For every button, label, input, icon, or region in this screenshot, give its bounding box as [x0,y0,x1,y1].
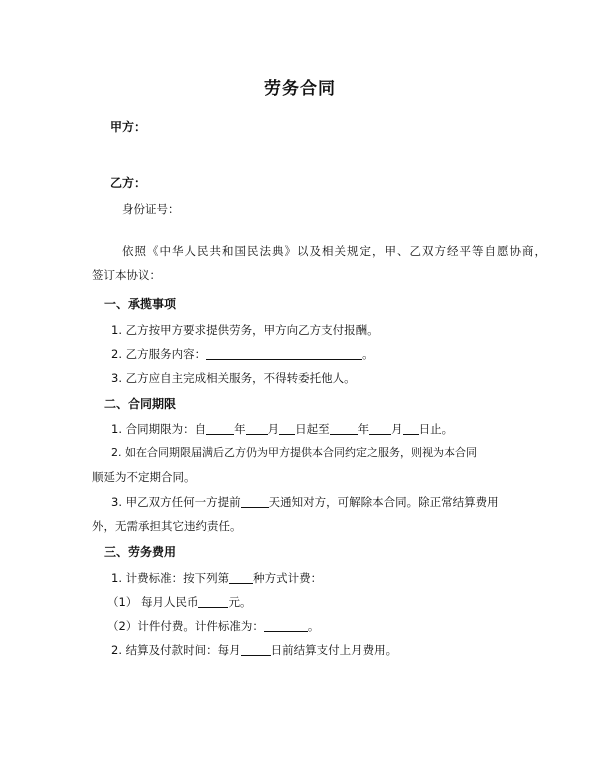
party-b-label: 乙方： [110,176,147,190]
piece-rate-blank [264,619,308,632]
section-2-item-3-line-2: 外，无需承担其它违约责任。 [92,519,242,533]
section-2-item-2-line-2: 顺延为不定期合同。 [92,470,196,484]
party-a-label: 甲方： [110,120,147,134]
section-3-option-1: （1） 每月人民币 元。 [107,595,252,609]
preamble-line-1: 依照《中华人民共和国民法典》以及相关规定，甲、乙双方经平等自愿协商， [122,244,547,258]
contract-title: 劳务合同 [264,79,336,99]
start-year-blank [206,422,234,435]
section-1-item-3: 3. 乙方应自主完成相关服务，不得转委托他人。 [111,371,356,385]
section-2-item-3: 3. 甲乙双方任何一方提前 天通知对方，可解除本合同。除正常结算费用 [111,495,499,509]
payment-day-blank [241,643,271,656]
section-1-heading: 一、承揽事项 [104,297,177,311]
section-3-item-2: 2. 结算及付款时间：每月 日前结算支付上月费用。 [111,643,398,657]
section-3-option-2: （2）计件付费。计件标准为： 。 [107,619,320,633]
section-2-heading: 二、合同期限 [104,397,177,411]
billing-option-blank [229,571,253,584]
section-1-item-1: 1. 乙方按甲方要求提供劳务，甲方向乙方支付报酬。 [111,323,379,337]
monthly-amount-blank [198,595,228,608]
end-day-blank [403,422,419,435]
start-month-blank [246,422,268,435]
section-3-item-1: 1. 计费标准：按下列第 种方式计费： [111,571,323,585]
section-1-item-2: 2. 乙方服务内容： 。 [111,347,374,361]
end-year-blank [330,422,358,435]
start-day-blank [279,422,295,435]
section-2-item-1: 1. 合同期限为：自 年 月 日起至 年 月 日止。 [111,422,454,436]
notice-days-blank [241,495,269,508]
section-3-heading: 三、劳务费用 [104,545,177,559]
preamble-line-2: 签订本协议： [92,268,161,282]
end-month-blank [369,422,391,435]
service-content-blank [206,347,362,360]
id-number-label: 身份证号： [122,202,180,216]
section-2-item-2-line-1: 2. 如在合同期限届满后乙方仍为甲方提供本合同约定之服务，则视为本合同 [111,446,477,459]
